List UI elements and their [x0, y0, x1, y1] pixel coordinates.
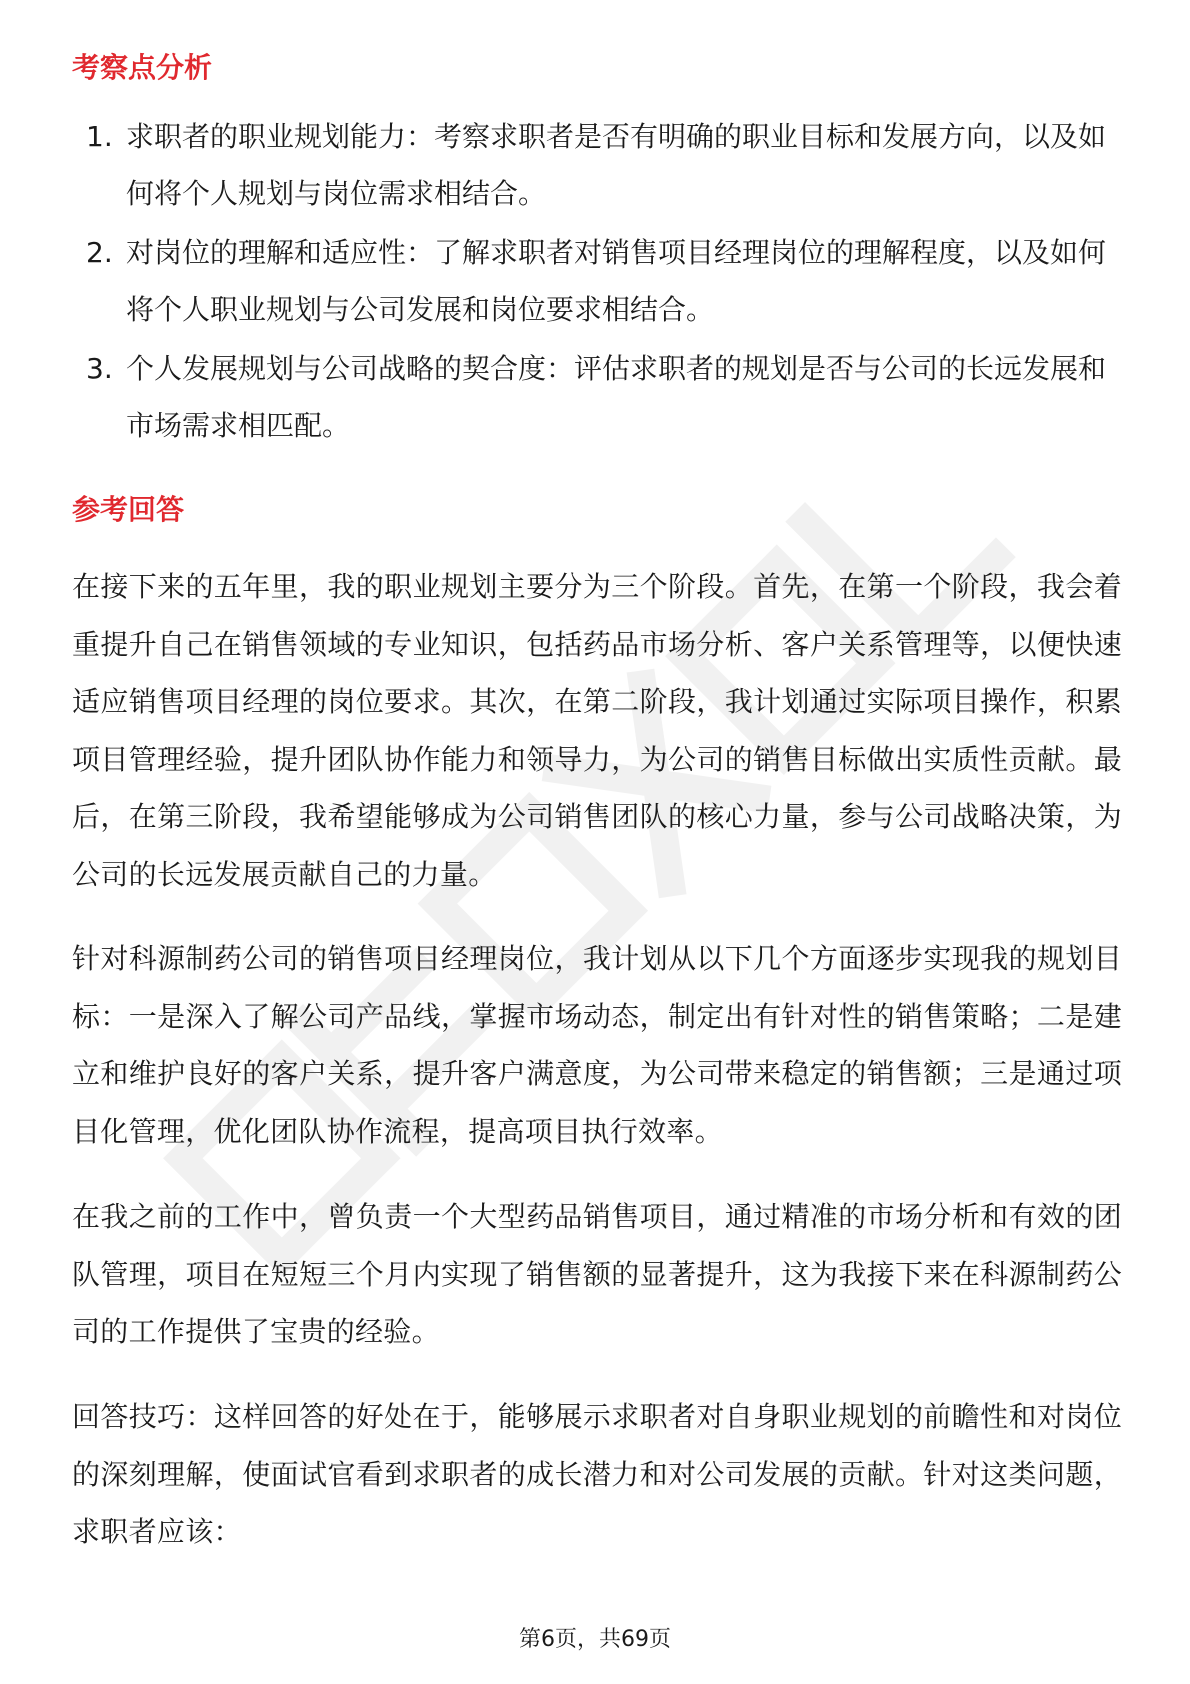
list-number: 2.: [86, 236, 113, 269]
list-number: 1.: [86, 120, 113, 153]
list-item-text: 个人发展规划与公司战略的契合度：评估求职者的规划是否与公司的长远发展和市场需求相匹配。: [126, 352, 1107, 442]
list-item-text: 对岗位的理解和适应性：了解求职者对销售项目经理岗位的理解程度，以及如何将个人职业规划与公司发展和岗位要求相结合。: [126, 236, 1107, 326]
list-number: 3.: [86, 352, 113, 385]
analysis-list: [80, 108, 1120, 456]
answer-paragraph: 在接下来的五年里，我的职业规划主要分为三个阶段。首先，在第一个阶段，我会着重提升自己在销售领域的专业知识，包括药品市场分析、客户关系管理等，以便快速适应销售项目经理的岗位要求。其次，在第二阶段，我计划通过实际项目操作，积累项目管理经验，提升团队协作能力和领导力，为公司的销售目标做出实质性贡献。最后，在第三阶段，我希望能够成为公司销售团队的核心力量，参与公司战略决策，为公司的长远发展贡献自己的力量。: [72, 570, 1122, 891]
section-title-reference-answer: 参考回答: [72, 493, 185, 526]
list-item: [80, 340, 1120, 454]
list-item: [80, 224, 1120, 338]
answer-paragraph: 在我之前的工作中，曾负责一个大型药品销售项目，通过精准的市场分析和有效的团队管理，项目在短短三个月内实现了销售额的显著提升，这为我接下来在科源制药公司的工作提供了宝贵的经验。: [72, 1200, 1122, 1348]
list-item-text: 求职者的职业规划能力：考察求职者是否有明确的职业目标和发展方向，以及如何将个人规划与岗位需求相结合。: [126, 120, 1107, 210]
section-title-analysis: 考察点分析: [72, 51, 213, 84]
page-number: 第6页，共69页: [519, 1627, 671, 1652]
answer-paragraph: 针对科源制药公司的销售项目经理岗位，我计划从以下几个方面逐步实现我的规划目标：一是深入了解公司产品线，掌握市场动态，制定出有针对性的销售策略；二是建立和维护良好的客户关系，提升客户满意度，为公司带来稳定的销售额；三是通过项目化管理，优化团队协作流程，提高项目执行效率。: [72, 942, 1122, 1148]
list-item: [80, 108, 1120, 222]
answer-tips-paragraph: 回答技巧：这样回答的好处在于，能够展示求职者对自身职业规划的前瞻性和对岗位的深刻理解，使面试官看到求职者的成长潜力和对公司发展的贡献。针对这类问题，求职者应该：: [72, 1400, 1122, 1548]
